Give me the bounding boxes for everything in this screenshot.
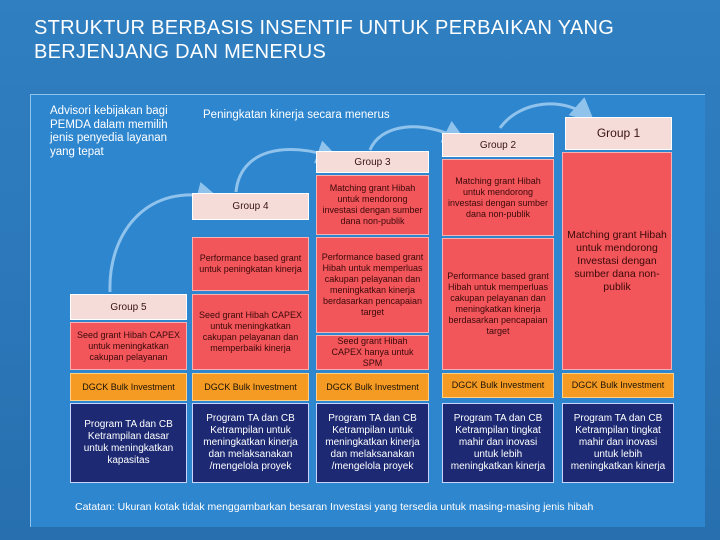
g4-seed-grant: Seed grant Hibah CAPEX untuk meningkatkan cakupan pelayanan dan memperbaiki kinerja xyxy=(192,294,309,370)
program-ta-cb-1: Program TA dan CB Ketrampilan dasar untuk meningkatkan kapasitas xyxy=(70,403,187,483)
dak-bulk-investment-5: DGCK Bulk Investment xyxy=(562,373,674,398)
dak-bulk-investment-4: DGCK Bulk Investment xyxy=(442,373,554,398)
g5-seed-grant: Seed grant Hibah CAPEX untuk meningkatkan cakupan pelayanan xyxy=(70,322,187,370)
g2-matching-grant: Matching grant Hibah untuk mendorong investasi dengan sumber dana non-publik xyxy=(442,159,554,236)
page-title: STRUKTUR BERBASIS INSENTIF UNTUK PERBAIKAN YANG BERJENJANG DAN MENERUS xyxy=(34,17,615,63)
g1-matching-grant: Matching grant Hibah untuk mendorong Investasi dengan sumber dana non-publik xyxy=(562,152,672,370)
g3-seed-grant: Seed grant Hibah CAPEX hanya untuk SPM xyxy=(316,335,429,370)
dak-bulk-investment-1: DGCK Bulk Investment xyxy=(70,373,187,401)
g4-performance-grant: Performance based grant untuk peningkatan kinerja xyxy=(192,237,309,291)
group-4-label: Group 4 xyxy=(192,193,309,220)
footnote: Catatan: Ukuran kotak tidak menggambarkan besaran Investasi yang tersedia untuk masing-masing jenis hibah xyxy=(75,501,594,513)
dak-bulk-investment-2: DGCK Bulk Investment xyxy=(192,373,309,401)
program-ta-cb-5: Program TA dan CB Ketrampilan tingkat mahir dan inovasi untuk lebih meningkatkan kinerja xyxy=(562,403,674,483)
group-5-label: Group 5 xyxy=(70,294,187,320)
g3-performance-grant: Performance based grant Hibah untuk memperluas cakupan pelayanan dan meningkatkan kinerja berdasarkan pencapaian target xyxy=(316,237,429,333)
g2-performance-grant: Performance based grant Hibah untuk memperluas cakupan pelayanan dan meningkatkan kinerja berdasarkan pencapaian target xyxy=(442,238,554,370)
group-2-label: Group 2 xyxy=(442,133,554,157)
program-ta-cb-2: Program TA dan CB Ketrampilan untuk meningkatkan kinerja dan melaksanakan /mengelola proyek xyxy=(192,403,309,483)
g3-matching-grant: Matching grant Hibah untuk mendorong investasi dengan sumber dana non-publik xyxy=(316,175,429,235)
dak-bulk-investment-3: DGCK Bulk Investment xyxy=(316,373,429,401)
group-3-label: Group 3 xyxy=(316,151,429,173)
program-ta-cb-3: Program TA dan CB Ketrampilan untuk meningkatkan kinerja dan melaksanakan /mengelola proyek xyxy=(316,403,429,483)
improvement-text: Peningkatan kinerja secara menerus xyxy=(203,109,390,121)
group-1-label: Group 1 xyxy=(565,117,672,150)
program-ta-cb-4: Program TA dan CB Ketrampilan tingkat mahir dan inovasi untuk lebih meningkatkan kinerja xyxy=(442,403,554,483)
advisory-text: Advisori kebijakan bagi PEMDA dalam memilih jenis penyedia layanan yang tepat xyxy=(50,105,168,158)
